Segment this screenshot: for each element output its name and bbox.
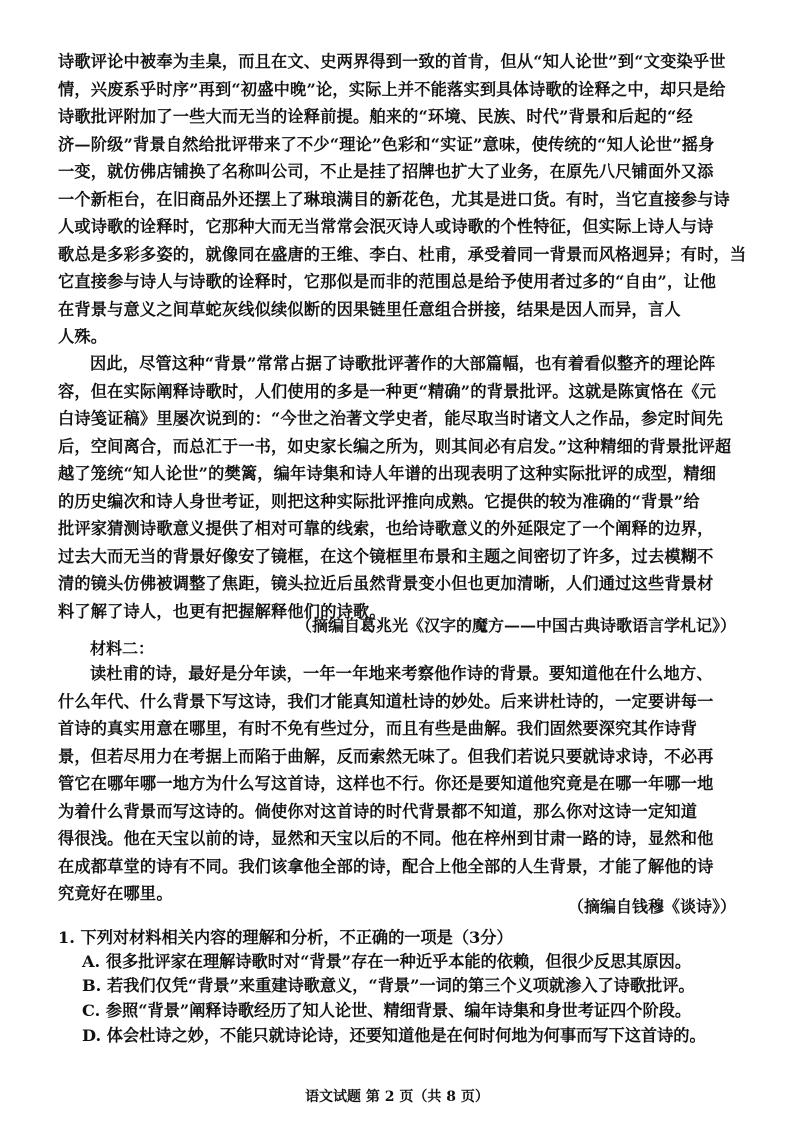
text-line: 歌总是多彩多姿的，就像同在盛唐的王维、李白、杜甫，承受着同一背景而风格迥异；有时，当 (58, 244, 747, 264)
text-line: 为着什么背景而写这诗的。倘使你对这首诗的时代背景都不知道，那么你对这诗一定知道 (58, 801, 698, 821)
text-line: 因此，尽管这种“背景”常常占据了诗歌批评著作的大部篇幅，也有着看似整齐的理论阵 (90, 354, 716, 373)
text-line: 在成都草堂的诗有不同。我们该拿他全部的诗，配合上他全部的人生背景，才能了解他的诗 (58, 856, 714, 876)
text-line: 济—阶级”背景自然给批评带来了不少“理论”色彩和“实证”意味，使传统的“知人论世”摇身 (58, 134, 715, 154)
text-line: 究竟好在哪里。 (58, 884, 173, 903)
option-b: B. 若我们仅凭“背景”来重建诗歌意义，“背景”一词的第三个义项就渗入了诗歌批评。 (82, 976, 695, 995)
text-line: 一变，就仿佛店铺换了名称叫公司，不止是挂了招牌也扩大了业务，在原先八尺铺面外又添 (58, 162, 714, 181)
option-c: C. 参照“背景”阐释诗歌经历了知人论世、精细背景、编年诗集和身世考证四个阶段。 (82, 1001, 692, 1020)
text-line: 什么年代、什么背景下写这诗，我们才能真知道杜诗的妙处。后来讲杜诗的，一定要讲每一 (58, 691, 714, 711)
material2-label: 材料二： (90, 639, 155, 658)
text-line: 后，空间离合，而总汇于一书，如史家长编之所为，则其间必有启发。”这种精细的背景批评超 (58, 436, 732, 456)
text-line: 容，但在实际阐释诗歌时，人们使用的多是一种更“精确”的背景批评。这就是陈寅恪在《元 (58, 381, 717, 401)
text-line: 诗歌评论中被奉为圭臬，而且在文、史两界得到一致的首肯，但从“知人论世”到“文变染乎世 (58, 52, 726, 71)
text-line: 白诗笺证稿》里屡次说到的：“今世之治著文学史者，能尽取当时诸文人之作品，参定时间先 (58, 409, 724, 428)
text-line: 管它在哪年哪一地方为什么写这首诗，这样也不行。你还是要知道他究竟是在哪一年哪一地 (58, 774, 714, 793)
text-line: 情，兴废系乎时序”再到“初盛中晚”论，实际上并不能落实到具体诗歌的诠释之中，却只是给 (58, 79, 726, 99)
text-line: 人殊。 (58, 327, 108, 346)
text-line: 的历史编次和诗人身世考证，则把这种实际批评推向成熟。它提供的较为准确的“背景”给 (58, 491, 700, 511)
material1-source: （摘编自葛兆光《汉字的魔方——中国古典诗歌语言学札记》） (295, 616, 736, 635)
option-d: D. 体会杜诗之妙，不能只就诗论诗，还要知道他是在何时何地为何事而写下这首诗的。 (82, 1026, 706, 1045)
text-line: 料了解了诗人，也更有把握解释他们的诗歌。 (58, 601, 386, 621)
text-line: 过去大而无当的背景好像安了镜框，在这个镜框里布景和主题之间密切了许多，过去模糊不 (58, 546, 714, 566)
text-line: 景，但若尽用力在考据上而陷于曲解，反而索然无味了。但我们若说只要就诗求诗，不必再 (58, 746, 714, 766)
text-line: 首诗的真实用意在哪里，有时不免有些过分，而且有些是曲解。我们固然要深究其作诗背 (58, 719, 698, 738)
text-line: 一个新柜台，在旧商品外还摆上了琳琅满目的新花色，尤其是进口货。有时，当它直接参与诗 (58, 189, 730, 209)
text-line: 清的镜头仿佛被调整了焦距，镜头拉近后虽然背景变小但也更加清晰，人们通过这些背景材 (58, 574, 714, 593)
text-line: 越了笼统“知人论世”的樊篱，编年诗集和诗人年谱的出现表明了这种实际批评的成型，精细 (58, 464, 717, 483)
text-line: 得很浅。他在天宝以前的诗，显然和天宝以后的不同。他在梓州到甘肃一路的诗，显然和他 (58, 829, 714, 848)
text-line: 诗歌批评附加了一些大而无当的诠释前提。舶来的“环境、民族、时代”背景和后起的“经 (58, 107, 693, 126)
material2-source: （摘编自钱穆《谈诗》） (567, 897, 736, 916)
material1-paragraph1 (58, 48, 747, 351)
material2-paragraph (58, 660, 738, 908)
text-line: 人或诗歌的诠释时，它那种大而无当常常会泯灭诗人或诗歌的个性特征，但实际上诗人与诗 (58, 217, 714, 236)
question-stem: 1. 下列对材料相关内容的理解和分析，不正确的一项是（3分） (58, 928, 513, 947)
text-line: 批评家猜测诗歌意义提供了相对可靠的线索，也给诗歌意义的外延限定了一个阐释的边界， (58, 519, 714, 538)
option-a: A. 很多批评家在理解诗歌时对“背景”存在一种近乎本能的依赖，但很少反思其原因。 (82, 952, 692, 971)
text-line: 读杜甫的诗，最好是分年读，一年一年地来考察他作诗的背景。要知道他在什么地方、 (90, 664, 713, 683)
text-line: 在背景与意义之间草蛇灰线似续似断的因果链里任意组合拼接，结果是因人而异，言人 (58, 299, 681, 319)
page-footer: 语文试题 第 2 页（共 8 页） (305, 1089, 489, 1105)
material1-paragraph2 (58, 350, 738, 625)
text-line: 它直接参与诗人与诗歌的诠释时，它那似是而非的范围总是给予使用者过多的“自由”，让他 (58, 272, 717, 291)
